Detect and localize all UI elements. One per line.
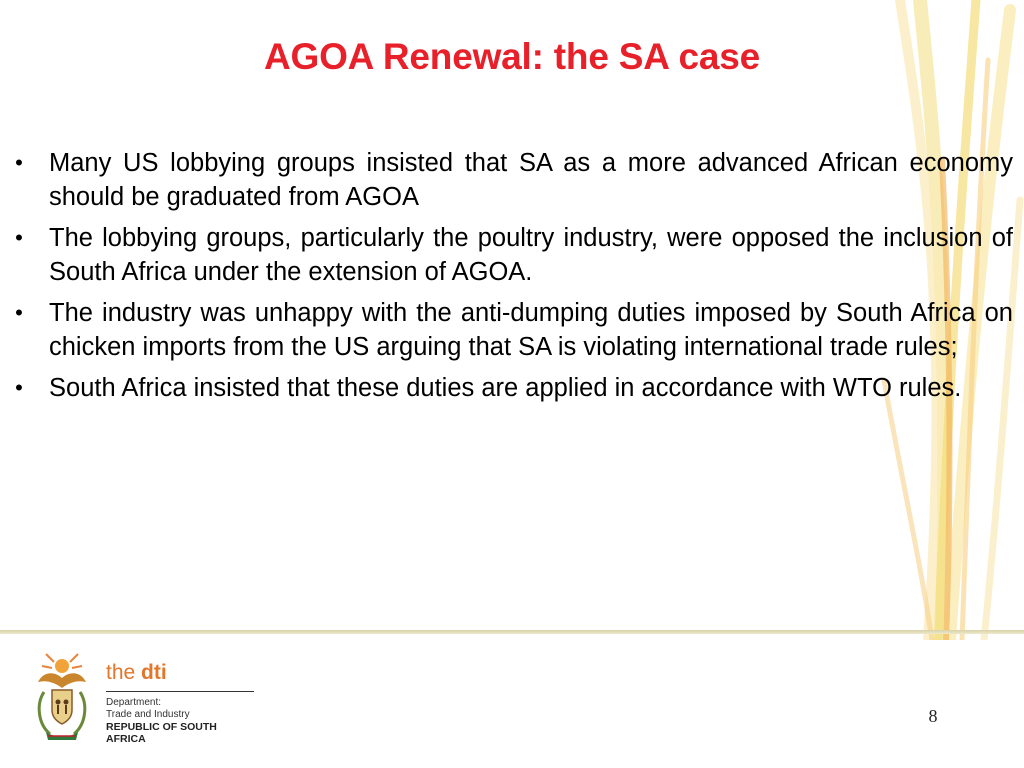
footer-divider bbox=[0, 630, 1024, 634]
bullet-item bbox=[0, 296, 1024, 364]
dti-bold-text: dti bbox=[141, 661, 167, 684]
page-number: 8 bbox=[928, 706, 938, 726]
bullet-item bbox=[0, 146, 1024, 214]
logo-department-name: Trade and Industry bbox=[106, 709, 190, 720]
dti-wordmark bbox=[106, 662, 256, 684]
logo-rule bbox=[106, 691, 254, 692]
dti-the-text: the bbox=[106, 661, 136, 684]
south-africa-coat-of-arms-icon bbox=[30, 652, 94, 742]
bullet-text: South Africa insisted that these duties are applied in accordance with WTO rules. bbox=[49, 374, 962, 402]
bullet-marker: • bbox=[15, 375, 23, 400]
logo-department-label: Department: bbox=[106, 697, 162, 708]
bullet-marker: • bbox=[15, 300, 23, 325]
bullet-item bbox=[0, 371, 1024, 405]
bullet-text: The industry was unhappy with the anti-dumping duties imposed by South Africa on chicken imports from the US arguing that SA is violating international trade rules; bbox=[49, 299, 1013, 361]
logo-text-block bbox=[106, 662, 256, 745]
bullet-text: Many US lobbying groups insisted that SA as a more advanced African economy should be graduated from AGOA bbox=[49, 149, 1013, 211]
bullet-list bbox=[0, 146, 1024, 412]
logo-country-name: REPUBLIC OF SOUTH AFRICA bbox=[106, 721, 217, 745]
dti-logo bbox=[30, 652, 260, 748]
bullet-marker: • bbox=[15, 150, 23, 175]
bullet-item bbox=[0, 221, 1024, 289]
bullet-text: The lobbying groups, particularly the poultry industry, were opposed the inclusion of South Africa under the extension of AGOA. bbox=[49, 224, 1013, 286]
slide-title: AGOA Renewal: the SA case bbox=[263, 36, 761, 77]
bullet-marker: • bbox=[15, 225, 23, 250]
